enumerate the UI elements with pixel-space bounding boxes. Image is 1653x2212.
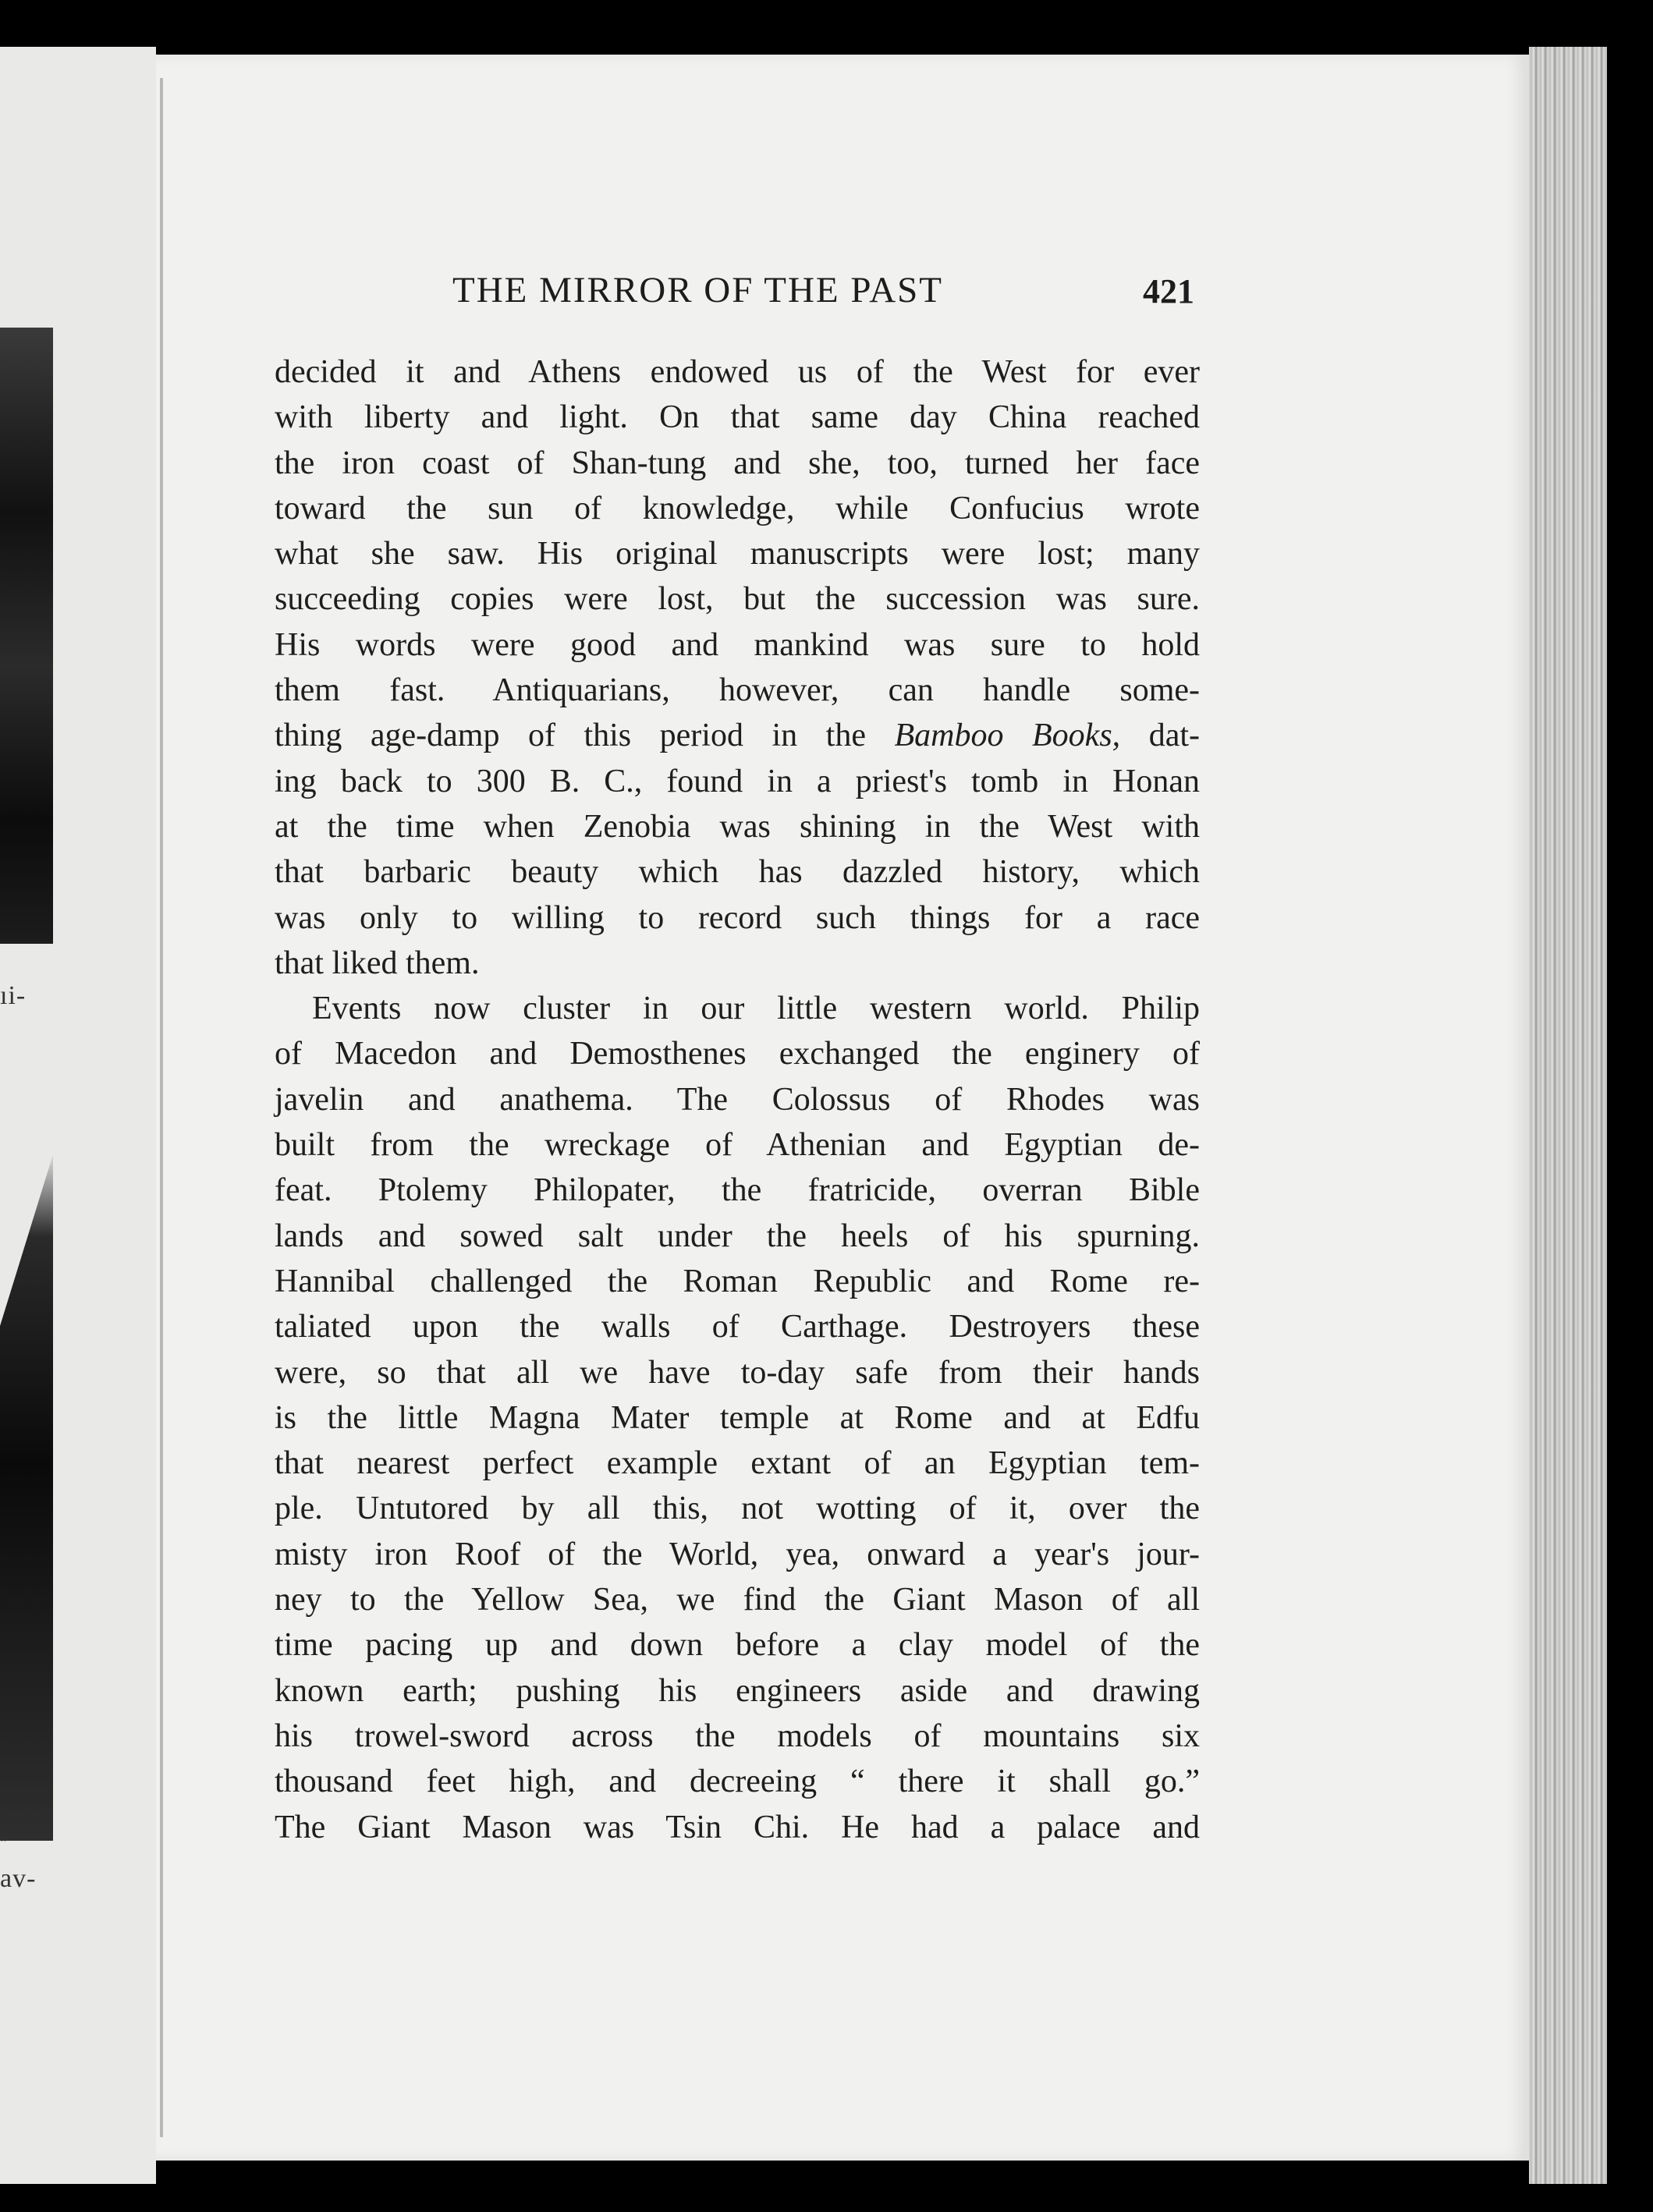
page-number: 421 xyxy=(1143,272,1194,310)
text-line: Hannibal challenged the Roman Republic and Rome re- xyxy=(275,1263,1200,1299)
text-line: that liked them. xyxy=(275,945,480,981)
text-line: what she saw. His original manuscripts were lost; many xyxy=(275,536,1200,572)
text-line: them fast. Antiquarians, however, can handle some- xyxy=(275,672,1200,709)
text-line: the iron coast of Shan-tung and she, too, turned her face xyxy=(275,445,1200,481)
text-line: was only to willing to record such things for a race xyxy=(275,899,1200,936)
text-line: misty iron Roof of the World, yea, onward a year's jour- xyxy=(275,1536,1200,1572)
text-line: of Macedon and Demosthenes exchanged the enginery of xyxy=(275,1036,1200,1072)
text-line: ing back to 300 B. C., found in a priest's tomb in Honan xyxy=(275,763,1200,799)
left-page-photo-top xyxy=(0,328,53,944)
text-line: feat. Ptolemy Philopater, the fratricide, overran Bible xyxy=(275,1172,1200,1209)
text-line: his trowel-sword across the models of mountains six xyxy=(275,1717,1200,1754)
left-page-fragment-2: " xyxy=(0,1833,8,1852)
running-head: THE MIRROR OF THE PAST xyxy=(452,270,943,310)
left-page-fragment-3: av- xyxy=(0,1864,37,1893)
text-line: at the time when Zenobia was shining in the West with xyxy=(275,808,1200,845)
text-line: succeeding copies were lost, but the succession was sure. xyxy=(275,581,1200,618)
text-line: His words were good and mankind was sure to hold xyxy=(275,626,1200,663)
text-line: built from the wreckage of Athenian and Egyptian de- xyxy=(275,1127,1200,1164)
text-line: ple. Untutored by all this, not wotting of it, over the xyxy=(275,1491,1200,1527)
text-line: that barbaric beauty which has dazzled history, which xyxy=(275,854,1200,891)
text-line: known earth; pushing his engineers aside and drawing xyxy=(275,1672,1200,1709)
text-line: time pacing up and down before a clay model of the xyxy=(275,1627,1200,1664)
body-text xyxy=(275,349,1200,1850)
text-line: is the little Magna Mater temple at Rome and at Edfu xyxy=(275,1399,1200,1436)
text-line: with liberty and light. On that same day China reached xyxy=(275,399,1200,436)
text-line: Events now cluster in our little western world. Philip xyxy=(312,991,1200,1027)
book-title-italic: Bamboo Books, xyxy=(894,718,1121,754)
text-line: The Giant Mason was Tsin Chi. He had a palace and xyxy=(275,1809,1200,1845)
text-line: that nearest perfect example extant of an Egyptian tem- xyxy=(275,1445,1200,1482)
text-line: toward the sun of knowledge, while Confucius wrote xyxy=(275,490,1200,526)
gutter-line xyxy=(160,78,163,2137)
text-line: ney to the Yellow Sea, we find the Giant Mason of all xyxy=(275,1582,1200,1618)
text-line: lands and sowed salt under the heels of his spurning. xyxy=(275,1218,1200,1254)
text-line: were, so that all we have to-day safe from their hands xyxy=(275,1354,1200,1391)
page-edges xyxy=(1529,47,1607,2184)
text-line: javelin and anathema. The Colossus of Rhodes was xyxy=(275,1081,1200,1118)
text-line: taliated upon the walls of Carthage. Destroyers these xyxy=(275,1309,1200,1345)
text-line: thing age-damp of this period in the Bamboo Books, dat- xyxy=(275,718,1200,754)
left-page-fragment-1: ıi- xyxy=(0,981,27,1010)
text-line: thousand feet high, and decreeing “ there it shall go.” xyxy=(275,1764,1200,1800)
text-line: decided it and Athens endowed us of the West for ever xyxy=(275,354,1200,390)
